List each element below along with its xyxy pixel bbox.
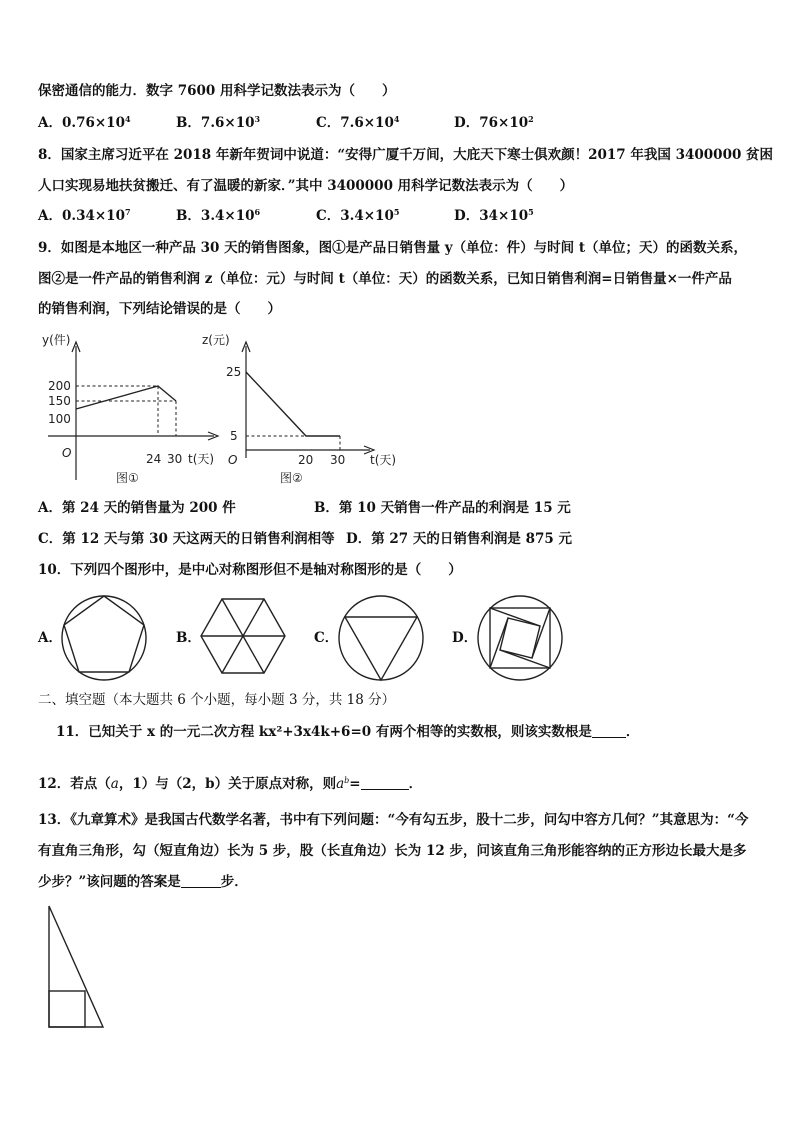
q8-stem-line2: 人口实现易地扶贫搬迁、有了温暖的新家．”其中 3400000 用科学记数法表示为（ ）: [38, 178, 574, 194]
q13-line3-post: 步．: [220, 874, 248, 890]
graph1-caption: 图①: [116, 471, 139, 485]
q7-option-a[interactable]: A．$0.76\times 10^4$: [38, 114, 131, 131]
graph2-y-tick-5: 5: [230, 429, 238, 443]
q9-stem-line3: 的销售利润，下列结论错误的是（ ）: [38, 301, 281, 317]
q11-end: ．: [625, 724, 640, 740]
q12-mid: ，1）与（2，b）关于原点对称，则: [118, 776, 337, 792]
q13-stem-line1: 13．《九章算术》是我国古代数学名著，书中有下列问题：“今有勾五步，股十二步，问勾中容方几何？”其意思为：“今: [38, 812, 749, 828]
q12-pre: 12．若点（: [38, 776, 111, 792]
q10-figure-c[interactable]: [337, 594, 425, 682]
graph1-sales-line: [76, 386, 176, 409]
section-2-heading: 二、填空题（本大题共 6 个小题，每小题 3 分，共 18 分）: [38, 692, 396, 708]
q10-label-c[interactable]: C．: [314, 630, 339, 646]
graph1-origin: O: [62, 446, 72, 460]
q8-option-a[interactable]: A．$0.34\times 10^7$: [38, 207, 131, 224]
graph2-x-tick-30: 30: [330, 453, 346, 467]
graph2-origin: O: [228, 453, 238, 467]
q12-power-base: a: [336, 776, 345, 792]
q10-stem: 10．下列四个图形中，是中心对称图形但不是轴对称图形的是（ ）: [38, 562, 462, 578]
graph1-y-label: y(件): [42, 333, 71, 347]
q8-option-c[interactable]: C．$3.4\times 10^5$: [316, 207, 400, 224]
graph1-y-tick-100: 100: [48, 412, 71, 426]
q7-option-b[interactable]: B．$7.6\times 10^3$: [176, 114, 261, 131]
q12-end: ．: [408, 776, 423, 792]
graph1-x-tick-30: 30: [167, 452, 183, 466]
graph2-x-label: t(天): [370, 453, 397, 467]
q11-answer-blank[interactable]: [592, 725, 626, 738]
q12-power-exp: b: [344, 776, 350, 785]
q7-option-d[interactable]: D．$76\times 10^2$: [454, 114, 534, 131]
q10-figure-b[interactable]: [200, 598, 286, 674]
q13-stem-line2: 有直角三角形，勾（短直角边）长为 5 步，股（长直角边）长为 12 步，问该直角三角形能容纳的正方形边长最大是多: [38, 843, 747, 859]
graph2-profit-line: [246, 372, 340, 436]
graph2-x-tick-20: 20: [298, 453, 314, 467]
q11-stem: [56, 723, 639, 741]
graph1-y-tick-150: 150: [48, 394, 71, 408]
q9-stem-line1: 9．如图是本地区一种产品 30 天的销售图象，图①是产品日销售量 y（单位：件）与时间 t（单位；天）的函数关系，: [38, 240, 748, 256]
q10-figure-a[interactable]: [60, 594, 148, 682]
right-triangle-shape: [49, 906, 103, 1027]
q9-graph-2: [202, 330, 407, 488]
q9-stem-line2: 图②是一件产品的销售利润 z（单位：元）与时间 t（单位：天）的函数关系，已知日销售利润=日销售量×一件产品: [38, 271, 732, 287]
q9-option-d[interactable]: D．第 27 天的日销售利润是 875 元: [346, 531, 572, 547]
q9-option-b[interactable]: B．第 10 天销售一件产品的利润是 15 元: [314, 500, 571, 516]
graph2-y-label: z(元): [202, 333, 230, 347]
q13-line3-pre: 少步？”该问题的答案是: [38, 874, 181, 890]
graph1-x-tick-24: 24: [146, 452, 162, 466]
inscribed-square-shape: [49, 991, 85, 1027]
q7-stem-tail: 保密通信的能力．数字 7600 用科学记数法表示为（ ）: [38, 83, 396, 99]
q10-figure-d[interactable]: [476, 594, 564, 682]
q13-answer-blank[interactable]: [181, 875, 221, 888]
q13-stem-line3: [38, 873, 248, 891]
q10-label-a[interactable]: A．: [38, 630, 62, 646]
graph2-y-tick-25: 25: [226, 365, 242, 379]
q12-var-a: a: [110, 776, 119, 792]
q12-answer-blank[interactable]: [361, 777, 409, 790]
graph2-caption: 图②: [280, 471, 303, 485]
q10-label-b[interactable]: B．: [176, 630, 201, 646]
q12-eq: =: [349, 776, 361, 792]
q13-triangle-figure: [46, 903, 108, 1031]
q8-option-d[interactable]: D．$34\times 10^5$: [454, 207, 534, 224]
q11-text: 11．已知关于 x 的一元二次方程 kx²+3x4k+6=0 有两个相等的实数根，则该实数根是: [56, 724, 592, 740]
inverted-triangle-shape: [345, 617, 417, 680]
q8-option-b[interactable]: B．$3.4\times 10^6$: [176, 207, 261, 224]
q12-stem: [38, 775, 422, 793]
q9-option-a[interactable]: A．第 24 天的销售量为 200 件: [38, 500, 236, 516]
graph1-y-tick-200: 200: [48, 379, 71, 393]
q9-graph-1: [38, 330, 223, 488]
graph1-x-label: t(天): [188, 452, 215, 466]
q10-label-d[interactable]: D．: [452, 630, 478, 646]
q8-stem-line1: 8．国家主席习近平在 2018 年新年贺词中说道：“安得广厦千万间，大庇天下寒士俱欢颜！2017 年我国 3400000 贫困: [38, 147, 774, 163]
outer-square-shape: [490, 608, 550, 668]
q9-option-c[interactable]: C．第 12 天与第 30 天这两天的日销售利润相等: [38, 531, 335, 547]
q7-option-c[interactable]: C．$7.6\times 10^4$: [316, 114, 400, 131]
